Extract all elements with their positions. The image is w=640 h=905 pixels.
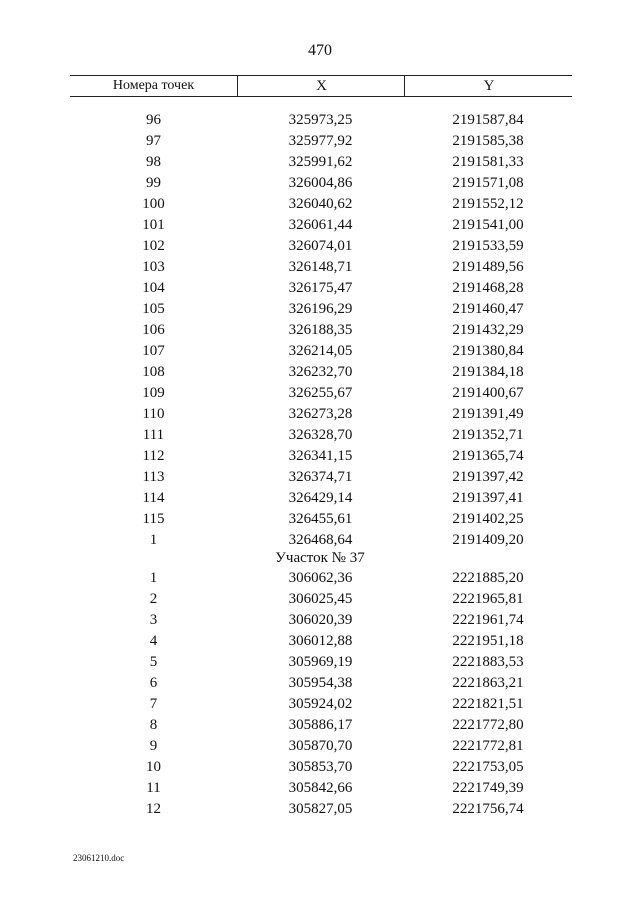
point-number-cell: 5 [149,654,158,670]
x-cell: 326255,67 [288,385,353,401]
x-cell: 305954,38 [288,675,353,691]
x-cell: 326232,70 [288,364,353,380]
file-name-footer: 23061210.doc [73,853,125,863]
table-row [70,215,572,236]
table-row [70,362,572,383]
page-number: 470 [308,42,332,59]
y-cell: 2191402,25 [452,511,524,527]
y-cell: 2221753,05 [452,759,524,775]
table-row [70,652,572,673]
table-row [70,694,572,715]
x-cell: 326374,71 [288,469,353,485]
point-number-cell: 8 [149,717,158,733]
y-cell: 2221772,81 [452,738,524,754]
y-cell: 2221756,74 [452,801,524,817]
x-cell: 325991,62 [288,154,353,170]
x-cell: 306012,88 [288,633,353,649]
point-number-cell: 105 [142,301,165,317]
y-cell: 2191365,74 [452,448,524,464]
x-cell: 305870,70 [288,738,353,754]
y-cell: 2191397,42 [452,469,524,485]
x-cell: 326188,35 [288,322,353,338]
y-cell: 2221965,81 [452,591,524,607]
table-row [70,736,572,757]
point-number-cell: 10 [146,759,161,775]
y-cell: 2221883,53 [452,654,524,670]
table-row [70,131,572,152]
point-number-cell: 106 [142,322,165,338]
x-cell: 306020,39 [288,612,353,628]
point-number-cell: 2 [149,591,158,607]
point-number-cell: 111 [142,427,165,443]
y-cell: 2191489,56 [452,259,524,275]
point-number-cell: 99 [146,175,161,191]
point-number-cell: 1 [149,570,158,586]
table-row [70,110,572,131]
y-cell: 2191391,49 [452,406,524,422]
table-row [70,631,572,652]
table-row [70,383,572,404]
y-cell: 2191571,08 [452,175,524,191]
header-point-number: Номера точек [112,78,195,93]
point-number-cell: 114 [142,490,165,506]
table-row [70,278,572,299]
table-row [70,152,572,173]
table-row [70,757,572,778]
x-cell: 326196,29 [288,301,353,317]
table-row [70,610,572,631]
point-number-cell: 96 [146,112,161,128]
x-cell: 305853,70 [288,759,353,775]
point-number-cell: 6 [149,675,158,691]
point-number-cell: 12 [146,801,161,817]
x-cell: 326429,14 [288,490,353,506]
table-row [70,341,572,362]
y-cell: 2221885,20 [452,570,524,586]
point-number-cell: 7 [149,696,158,712]
y-cell: 2191432,29 [452,322,524,338]
table-row [70,194,572,215]
x-cell: 305827,05 [288,801,353,817]
point-number-cell: 101 [142,217,165,233]
point-number-cell: 109 [142,385,165,401]
x-cell: 305842,66 [288,780,353,796]
x-cell: 326214,05 [288,343,353,359]
point-number-cell: 11 [146,780,161,796]
x-cell: 326074,01 [288,238,353,254]
table-row [70,467,572,488]
x-cell: 326061,44 [288,217,353,233]
y-cell: 2221961,74 [452,612,524,628]
point-number-cell: 102 [142,238,165,254]
x-cell: 326175,47 [288,280,353,296]
x-cell: 305886,17 [288,717,353,733]
x-cell: 325973,25 [288,112,353,128]
table-row [70,673,572,694]
y-cell: 2191352,71 [452,427,524,443]
y-cell: 2191409,20 [452,532,524,548]
x-cell: 326328,70 [288,427,353,443]
coordinates-block-2 [70,568,572,820]
x-cell: 305924,02 [288,696,353,712]
y-cell: 2191384,18 [452,364,524,380]
y-cell: 2191468,28 [452,280,524,296]
point-number-cell: 97 [146,133,161,149]
table-row [70,299,572,320]
section-title: Участок № 37 [275,550,365,566]
x-cell: 326273,28 [288,406,353,422]
table-row [70,446,572,467]
point-number-cell: 115 [142,511,165,527]
point-number-cell: 103 [142,259,165,275]
table-row [70,236,572,257]
table-row [70,404,572,425]
table-row [70,589,572,610]
coordinates-block-1 [70,110,572,551]
point-number-cell: 4 [149,633,158,649]
point-number-cell: 104 [142,280,165,296]
y-cell: 2191541,00 [452,217,524,233]
table-row [70,799,572,820]
x-cell: 326468,64 [288,532,353,548]
point-number-cell: 110 [142,406,165,422]
table-row [70,320,572,341]
header-y: Y [404,76,573,96]
point-number-cell: 9 [149,738,158,754]
y-cell: 2221863,21 [452,675,524,691]
point-number-cell: 98 [146,154,161,170]
header-x: X [237,76,405,96]
point-number-cell: 112 [142,448,165,464]
point-number-cell: 108 [142,364,165,380]
table-row [70,257,572,278]
table-row [70,488,572,509]
x-cell: 326341,15 [288,448,353,464]
y-cell: 2221951,18 [452,633,524,649]
y-cell: 2191533,59 [452,238,524,254]
x-cell: 306062,36 [288,570,353,586]
point-number-cell: 107 [142,343,165,359]
table-row [70,778,572,799]
x-cell: 326455,61 [288,511,353,527]
x-cell: 326004,86 [288,175,353,191]
y-cell: 2191585,38 [452,133,524,149]
x-cell: 326148,71 [288,259,353,275]
x-cell: 306025,45 [288,591,353,607]
y-cell: 2191400,67 [452,385,524,401]
y-cell: 2191552,12 [452,196,524,212]
y-cell: 2221772,80 [452,717,524,733]
y-cell: 2191397,41 [452,490,524,506]
y-cell: 2221821,51 [452,696,524,712]
table-row [70,509,572,530]
table-row [70,173,572,194]
point-number-cell: 113 [142,469,165,485]
y-cell: 2191460,47 [452,301,524,317]
x-cell: 326040,62 [288,196,353,212]
x-cell: 305969,19 [288,654,353,670]
point-number-cell: 1 [149,532,158,548]
table-row [70,568,572,589]
y-cell: 2191380,84 [452,343,524,359]
table-row [70,715,572,736]
y-cell: 2221749,39 [452,780,524,796]
point-number-cell: 100 [142,196,165,212]
point-number-cell: 3 [149,612,158,628]
y-cell: 2191581,33 [452,154,524,170]
table-row [70,425,572,446]
table-header [70,75,572,97]
y-cell: 2191587,84 [452,112,524,128]
x-cell: 325977,92 [288,133,353,149]
